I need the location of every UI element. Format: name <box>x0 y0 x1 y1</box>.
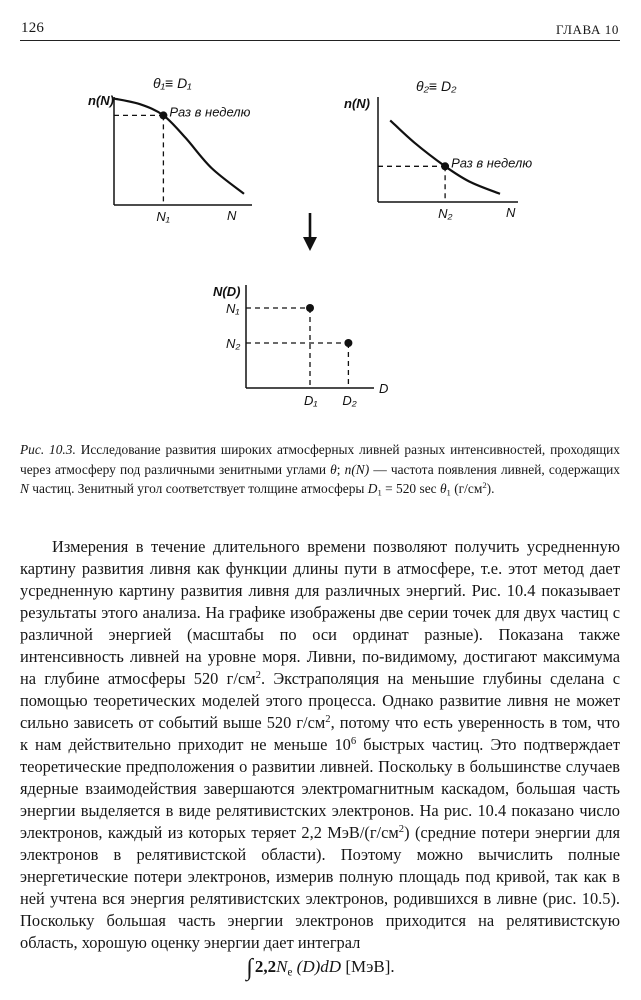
header-rule <box>20 40 620 41</box>
right-graph-ylabel: n(N) <box>344 96 370 111</box>
left-graph-ylabel: n(N) <box>88 93 114 108</box>
left-graph <box>88 75 252 224</box>
down-arrow-icon <box>303 213 317 251</box>
right-graph-annotation: Раз в неделю <box>451 155 533 171</box>
bottom-graph-ylabel: N(D) <box>213 284 241 299</box>
page-number: 126 <box>21 20 45 36</box>
bottom-graph-x-tick-2: D₂ <box>342 393 357 408</box>
right-graph <box>344 78 532 221</box>
right-graph-tick-label: N₂ <box>438 206 453 221</box>
body-paragraph: Измерения в течение длительного времени позволяют получить усредненную картину развития ливня как функции длины пути в атмосфере, т.е. этот метод дает усредненную картину развития ливня для различных энергий. Рис. 10.4 показывает результаты этого анализа. На графике изображены две серии точек для двух частиц с различной энергией (масштабы по оси ординат разные). Показана также интенсивность ливней на уровне моря. Ливни, по-видимому, достигают максимума на глубине атмосферы 520 $г/см^2$. Экстраполяция на меньшие глубины сделана с помощью теоретических моделей этого процесса. Однако развитие ливня не может сильно зависеть от событий выше 520 $г/см^2$, потому что есть уверенность в том, что к нам действительно приходит не меньше $10^6$ быстрых частиц. Это подтверждает теоретические предположения о развитии ливней. Поскольку в большинстве случаев ядерные взаимодействия завершаются электромагнитным каскадом, большая часть энергии выделяется в виде релятивистских электронов. На рис. 10.4 показано число электронов, каждый из которых теряет 2,2 МэВ/$(г/см^2)$ (средние потери энергии для электронов в релятивистской области). Поэтому можно вычислить полные энергетические потери электронов, измерив полную площадь под кривой, так как в ней учтена вся энергия релятивистских электронов, родившихся в ливне (рис. 10.5). Поскольку большая часть энергии электронов приходится на релятивистскую область, хорошую оценку энергии дает интеграл <box>20 537 621 952</box>
bottom-graph-point-1 <box>306 304 314 312</box>
bottom-graph-y-tick-1: N₁ <box>226 301 240 316</box>
left-graph-xlabel: N <box>227 208 237 223</box>
left-graph-tick-label: N₁ <box>156 209 170 224</box>
bottom-graph <box>213 284 388 408</box>
bottom-graph-point-2 <box>344 339 352 347</box>
bottom-graph-x-tick-1: D₁ <box>304 393 318 408</box>
left-graph-annotation: Раз в неделю <box>169 104 251 120</box>
left-graph-point <box>159 111 167 119</box>
bottom-graph-xlabel: D <box>379 381 389 396</box>
figure-10-3 <box>0 45 641 430</box>
right-graph-xlabel: N <box>506 205 516 220</box>
chapter-title: ГЛАВА 10 <box>555 22 619 37</box>
left-graph-title: θ₁≡ D₁ <box>153 75 192 91</box>
integral-formula: ∫ $2,2N_e$ (D)dD [МэВ]. <box>246 955 395 981</box>
bottom-graph-y-tick-2: N₂ <box>226 336 241 351</box>
figure-caption: Рис. 10.3. Исследование развития широких атмосферных ливней разных интенсивностей, проходящих через атмосферу под различными зенитными углами θ; n(N) — частота появления ливней, содержащих N частиц. Зенитный угол соответствует толщине атмосферы $D_1 = 520$ $\sec \theta_1$ $(г/см^2)$. <box>20 442 620 498</box>
right-graph-title: θ₂≡ D₂ <box>416 78 457 94</box>
right-graph-point <box>441 162 449 170</box>
